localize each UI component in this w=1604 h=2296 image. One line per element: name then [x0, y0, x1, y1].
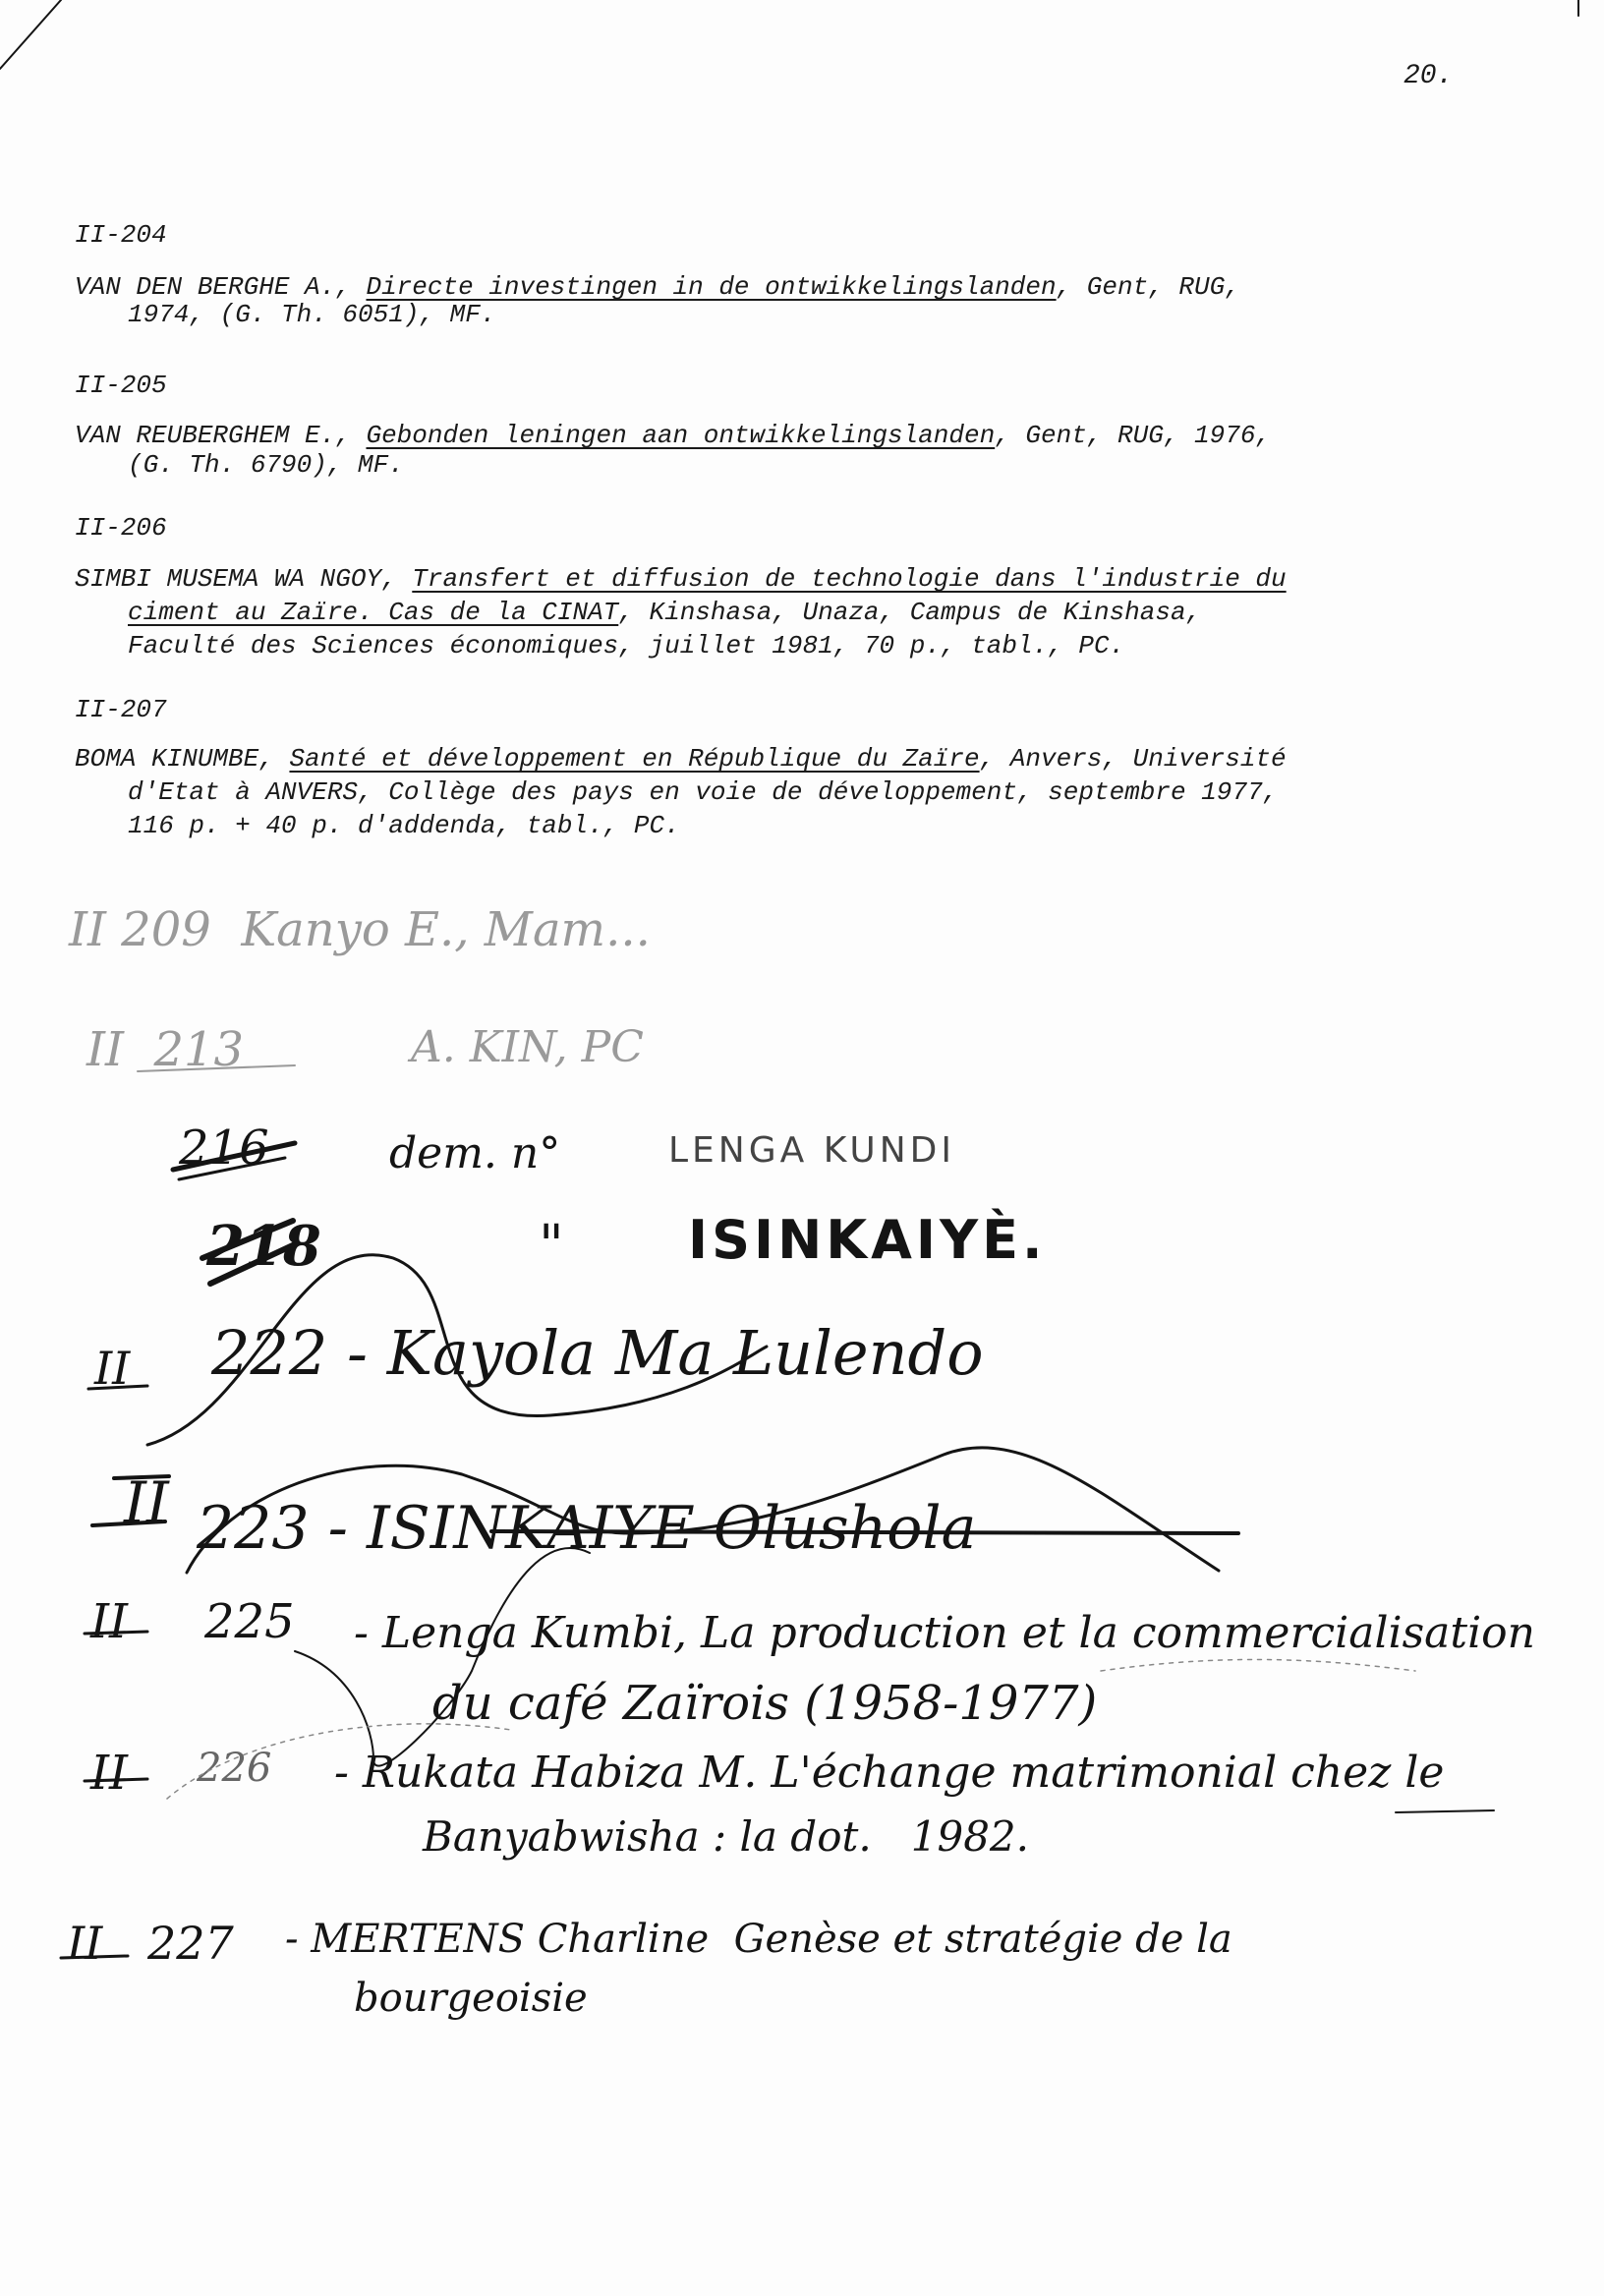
entry-line: VAN DEN BERGHE A., Directe investingen in de ontwikkelingslanden, Gent, RUG, — [75, 272, 1240, 302]
corner-fold-line — [0, 0, 61, 69]
entry-title: Transfert et diffusion de technologie dans l'industrie du — [412, 564, 1287, 594]
entry-id: II-204 — [75, 220, 167, 250]
entry-line: SIMBI MUSEMA WA NGOY, Transfert et diffusion de technologie dans l'industrie du — [75, 564, 1287, 594]
entry-publication: , Gent, RUG, 1976, — [995, 421, 1272, 450]
entry-id: II-206 — [75, 513, 167, 543]
handwritten-entry: - Rukata Habiza M. L'échange matrimonial chez le — [334, 1748, 1445, 1798]
entry-line: VAN REUBERGHEM E., Gebonden leningen aan ontwikkelingslanden, Gent, RUG, 1976, — [75, 421, 1272, 450]
entry-line: BOMA KINUMBE, Santé et développement en République du Zaïre, Anvers, Université — [75, 744, 1287, 774]
handwritten-faint-note: II 213 — [86, 1022, 245, 1077]
entry-line: 1974, (G. Th. 6051), MF. — [128, 300, 496, 329]
handwritten-note: dem. n° — [389, 1128, 561, 1178]
entry-author: BOMA KINUMBE — [75, 744, 259, 774]
handwritten-ditto: " — [539, 1214, 564, 1278]
handwritten-entry-cont: du café Zaïrois (1958-1977) — [432, 1676, 1098, 1731]
entry-line: (G. Th. 6790), MF. — [128, 450, 404, 480]
handwritten-entry: - MERTENS Charline Genèse et stratégie de la — [285, 1917, 1232, 1962]
entry-publication: Anvers, Université — [995, 744, 1287, 774]
handwritten-number: 225 — [204, 1594, 295, 1649]
handwritten-number: 227 — [147, 1917, 234, 1970]
handwritten-roman: II — [94, 1342, 131, 1395]
entry-publication: , Gent, RUG, — [1056, 272, 1240, 302]
entry-author: VAN REUBERGHEM E. — [75, 421, 336, 450]
handwritten-entry: 223 - ISINKAIYE Olushola — [197, 1494, 977, 1563]
entry-title: Santé et développement en République du Zaïre — [289, 744, 980, 774]
handwritten-faint-note: II 209 Kanyo E., Mam... — [69, 902, 651, 957]
handwritten-note: LENGA KUNDI — [668, 1130, 955, 1171]
entry-line: ciment au Zaïre. Cas de la CINAT, Kinshasa, Unaza, Campus de Kinshasa, — [128, 598, 1202, 627]
entry-line: Faculté des Sciences économiques, juillet 1981, 70 p., tabl., PC. — [128, 631, 1125, 660]
faint-arc — [1101, 1659, 1415, 1671]
handwritten-struck-number: 216 — [179, 1120, 269, 1176]
entry-title: Gebonden leningen aan ontwikkelingslanden — [366, 421, 996, 450]
page-number: 20. — [1404, 61, 1454, 91]
entry-id: II-205 — [75, 371, 167, 400]
handwritten-note: ISINKAIYÈ. — [688, 1209, 1047, 1271]
entry-line: d'Etat à ANVERS, Collège des pays en voie de développement, septembre 1977, — [128, 777, 1279, 807]
handwritten-entry: 222 - Kayola Ma Lulendo — [211, 1317, 984, 1389]
entry-author: VAN DEN BERGHE A. — [75, 272, 336, 302]
entry-id: II-207 — [75, 695, 167, 724]
entry-title-cont: ciment au Zaïre. Cas de la CINAT — [128, 598, 619, 627]
entry-title: Directe investingen in de ontwikkelingslanden — [366, 272, 1057, 302]
underline-stroke — [1396, 1810, 1494, 1812]
handwritten-number: 226 — [197, 1746, 272, 1791]
handwritten-faint-note: A. KIN, PC — [411, 1022, 644, 1072]
handwritten-roman: II — [90, 1746, 128, 1801]
entry-author: SIMBI MUSEMA WA NGOY — [75, 564, 382, 594]
entry-publication: Kinshasa, Unaza, Campus de Kinshasa, — [633, 598, 1202, 627]
handwritten-entry-cont: bourgeoisie — [354, 1976, 588, 2021]
entry-line: 116 p. + 40 p. d'addenda, tabl., PC. — [128, 811, 680, 840]
handwritten-roman: II — [67, 1917, 103, 1970]
handwritten-roman: II — [90, 1594, 128, 1649]
handwritten-entry-cont: Banyabwisha : la dot. 1982. — [423, 1812, 1029, 1861]
handwritten-struck-number: 218 — [206, 1214, 321, 1279]
handwritten-entry: - Lenga Kumbi, La production et la commercialisation — [354, 1608, 1535, 1658]
handwritten-roman: II — [124, 1469, 169, 1536]
